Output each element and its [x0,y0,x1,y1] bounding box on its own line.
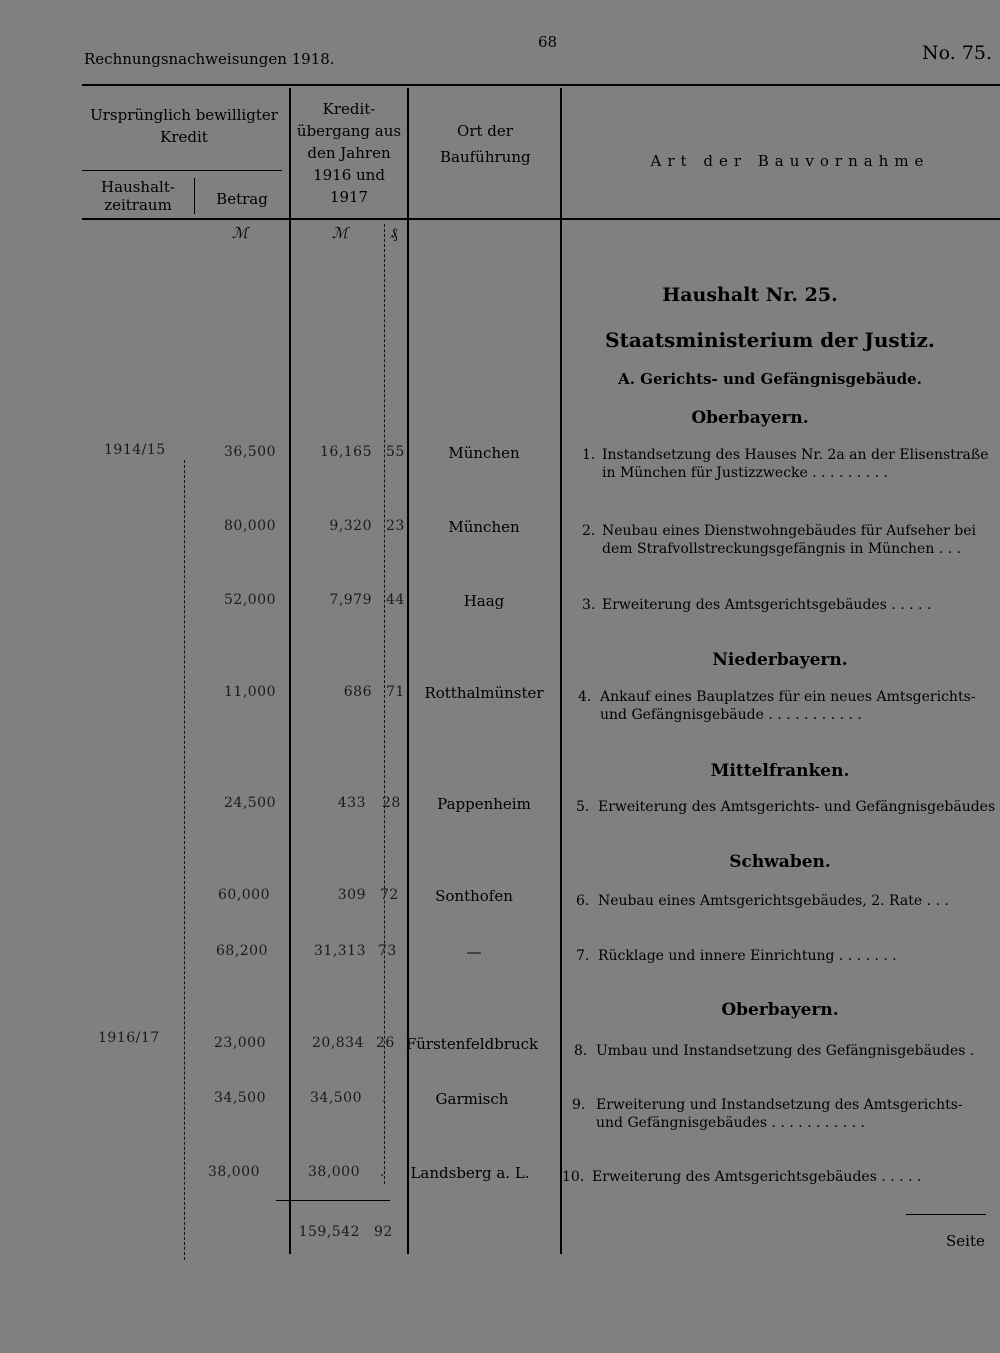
row-10-amount: 38,000 [208,1164,260,1180]
running-title: Rechnungsnachweisungen 1918. [84,50,335,68]
row-9-pfennig: . [382,1090,387,1106]
column-rule-3 [560,88,562,1254]
row-8-transfer: 20,834 [312,1035,364,1051]
row-2-description-line2: dem Strafvollstreckungsgefängnis in München . . . [602,541,962,557]
continued-label: Seite [946,1232,985,1250]
row-9-amount: 34,500 [214,1090,266,1106]
row-3-number: 3. [582,597,596,613]
row-10-pfennig: . [380,1164,385,1180]
document-number: No. 75. [922,42,993,64]
row-3-amount: 52,000 [224,592,276,608]
row-8-description-line1: Umbau und Instandsetzung des Gefängnisgebäudes . [596,1043,975,1059]
column-rule-2 [407,88,409,1254]
section-budget: Haushalt Nr. 25. [662,284,838,306]
row-10-place: Landsberg a. L. [410,1164,530,1182]
header-bottom-rule [82,218,1000,220]
row-2-transfer: 9,320 [329,518,372,534]
row-1-pfennig: 55 [386,444,405,460]
row-5-description-line1: Erweiterung des Amtsgerichts- und Gefängnisgebäudes [598,799,996,815]
row-2-pfennig: 23 [386,518,405,534]
row-4-place: Rotthalmünster [424,684,544,702]
row-9-description-line2: und Gefängnisgebäudes . . . . . . . . . . . [596,1115,866,1131]
column-rule-1 [289,88,291,1254]
row-9-number: 9. [572,1097,586,1113]
row-8-pfennig: 26 [376,1035,395,1051]
row-5-place: Pappenheim [437,795,531,813]
row-6-description-line1: Neubau eines Amtsgerichtsgebäudes, 2. Rate . . . [598,893,949,909]
row-7-transfer: 31,313 [314,943,366,959]
row-4-description-line2: und Gefängnisgebäude . . . . . . . . . . . [600,707,862,723]
row-2-description-line1: Neubau eines Dienstwohngebäudes für Aufseher bei [602,523,977,539]
row-10-number: 10. [562,1169,585,1185]
header-kind-of-construction: Art der Bauvornahme [650,152,930,170]
row-7-number: 7. [576,948,590,964]
row-1-place: München [448,444,520,462]
row-1-transfer: 16,165 [320,444,372,460]
subheader-rule [82,170,282,171]
row-3-transfer: 7,979 [329,592,372,608]
row-2-number: 2. [582,523,596,539]
row-9-description-line1: Erweiterung und Instandsetzung des Amtsgerichts- [596,1097,963,1113]
row-8-period: 1916/17 [98,1030,160,1046]
header-original-credit: Ursprünglich bewilligter Kredit [90,106,278,146]
row-6-place: Sonthofen [435,887,513,905]
row-5-transfer: 433 [337,795,366,811]
region-niederbayern: Niederbayern. [712,650,848,670]
page-number: 68 [538,33,558,51]
row-3-place: Haag [463,592,505,610]
region-mittelfranken: Mittelfranken. [710,761,850,781]
region-oberbayern: Oberbayern. [691,408,809,428]
row-7-place: — [466,943,482,961]
unit-mark-transfer: ℳ [332,224,349,242]
row-8-place: Fürstenfeldbruck [405,1035,539,1053]
total-pfennig: 92 [374,1224,393,1240]
section-group-a: A. Gerichts- und Gefängnisgebäude. [618,370,922,388]
row-9-transfer: 34,500 [310,1090,362,1106]
footer-rule [906,1214,986,1215]
row-4-pfennig: 71 [386,684,405,700]
amount-dashed-rule [184,460,185,1260]
row-3-description-line1: Erweiterung des Amtsgerichtsgebäudes . . . . . [602,597,932,613]
row-5-pfennig: 28 [382,795,401,811]
region-oberbayern-2: Oberbayern. [721,1000,839,1020]
row-10-transfer: 38,000 [308,1164,360,1180]
row-4-transfer: 686 [343,684,372,700]
region-schwaben: Schwaben. [729,852,831,872]
row-1-description-line2: in München für Justizzwecke . . . . . . . . . [602,465,888,481]
row-7-description-line1: Rücklage und innere Einrichtung . . . . . . . [598,948,897,964]
row-6-pfennig: 72 [380,887,399,903]
table-top-rule [82,84,1000,86]
unit-pfennig: ₰ [390,224,398,242]
section-ministry: Staatsministerium der Justiz. [605,328,935,352]
row-8-amount: 23,000 [214,1035,266,1051]
unit-mark-amount: ℳ [232,224,249,242]
row-8-number: 8. [574,1043,588,1059]
row-4-amount: 11,000 [224,684,276,700]
row-1-description-line1: Instandsetzung des Hauses Nr. 2a an der Elisenstraße [602,447,989,463]
row-3-pfennig: 44 [386,592,405,608]
row-7-amount: 68,200 [216,943,268,959]
subheader-divider [194,178,195,214]
row-2-place: München [448,518,520,536]
row-1-amount: 36,500 [224,444,276,460]
row-4-number: 4. [578,689,592,705]
total-transfer: 159,542 [298,1224,360,1240]
header-amount: Betrag [216,190,268,208]
header-credit-transfer: Kredit- übergang aus den Jahren 1916 und 1917 [296,100,402,206]
header-place: Ort der Bauführung [440,122,531,166]
row-2-amount: 80,000 [224,518,276,534]
row-7-pfennig: 73 [378,943,397,959]
row-6-number: 6. [576,893,590,909]
total-rule [276,1200,390,1201]
row-6-transfer: 309 [337,887,366,903]
row-10-description-line1: Erweiterung des Amtsgerichtsgebäudes . . . . . [592,1169,922,1185]
row-6-amount: 60,000 [218,887,270,903]
header-budget-period: Haushalt- zeitraum [101,178,175,214]
row-1-number: 1. [582,447,596,463]
row-5-number: 5. [576,799,590,815]
row-4-description-line1: Ankauf eines Bauplatzes für ein neues Amtsgerichts- [600,689,976,705]
row-1-period: 1914/15 [104,442,166,458]
row-5-amount: 24,500 [224,795,276,811]
row-9-place: Garmisch [435,1090,509,1108]
